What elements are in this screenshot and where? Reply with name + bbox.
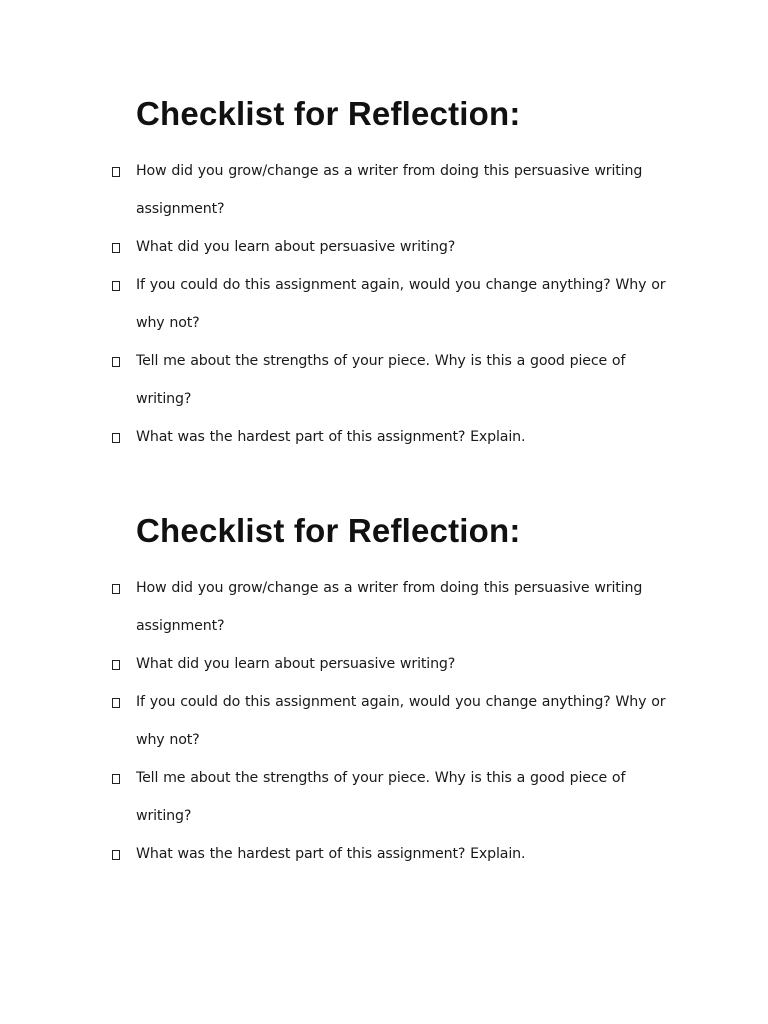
checkbox-icon[interactable] <box>112 243 120 253</box>
section-title: Checklist for Reflection: <box>136 512 521 549</box>
checkbox-icon[interactable] <box>112 698 120 708</box>
checkbox-icon[interactable] <box>112 774 120 784</box>
checklist-item-text: What was the hardest part of this assignment? Explain. <box>136 846 526 862</box>
checkbox-icon[interactable] <box>112 584 120 594</box>
checklist-item-text: How did you grow/change as a writer from doing this persuasive writing assignment? <box>136 163 643 217</box>
checklist-item-text: How did you grow/change as a writer from doing this persuasive writing assignment? <box>136 580 643 634</box>
checklist-item-text: If you could do this assignment again, would you change anything? Why or why not? <box>136 694 666 748</box>
checkbox-icon[interactable] <box>112 167 120 177</box>
checkbox-icon[interactable] <box>112 357 120 367</box>
checklist-item-text: If you could do this assignment again, would you change anything? Why or why not? <box>136 277 666 331</box>
checklist-item-text: What did you learn about persuasive writing? <box>136 656 456 672</box>
checkbox-icon[interactable] <box>112 660 120 670</box>
checklist-item-text: Tell me about the strengths of your piece. Why is this a good piece of writing? <box>136 353 626 407</box>
checklist-item-text: What was the hardest part of this assignment? Explain. <box>136 429 526 445</box>
checkbox-icon[interactable] <box>112 433 120 443</box>
section-title: Checklist for Reflection: <box>136 95 521 132</box>
checklist-item-text: Tell me about the strengths of your piece. Why is this a good piece of writing? <box>136 770 626 824</box>
checklist-item-text: What did you learn about persuasive writing? <box>136 239 456 255</box>
checkbox-icon[interactable] <box>112 850 120 860</box>
checkbox-icon[interactable] <box>112 281 120 291</box>
